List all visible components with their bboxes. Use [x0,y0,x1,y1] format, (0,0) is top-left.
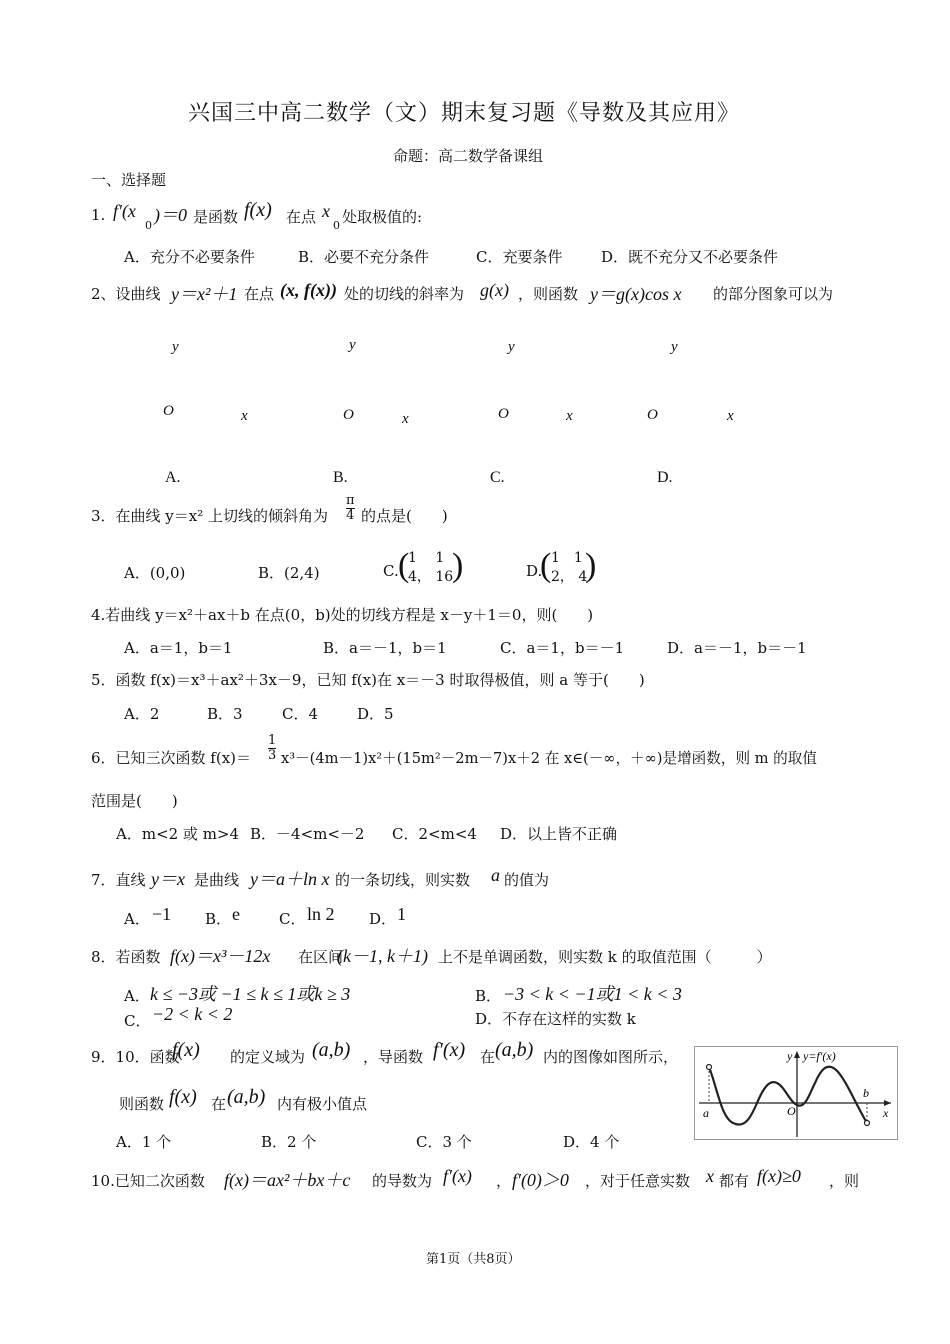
q2-text3: 处的切线的斜率为 [344,285,465,303]
q1-derivative: f′(x [113,201,136,221]
q2-function: y＝g(x)cos x [590,284,682,304]
q7-option-b: e [232,904,240,924]
graph-y-label: y [787,1049,793,1063]
q2-text1: 2、设曲线 [91,285,161,303]
graph-curve-label: y=f′(x) [803,1049,836,1063]
q7-curve: y＝a＋ln x [250,869,330,889]
q2-label-c: C. [490,469,505,486]
q3-fraction [346,494,355,523]
graph-end-point [865,1121,870,1126]
q3-c-bot: 4， 16 [408,569,454,585]
q10-text2: 的导数为 [372,1172,433,1190]
q10-text4: ，对于任意实数 [585,1172,691,1190]
q1-zero: )＝0 [154,205,187,225]
q4-option-b: B．a＝－1，b＝1 [323,639,447,657]
q8-option-a-letter: A． [124,987,150,1005]
q9-text4: 在 [480,1048,496,1066]
q10-function: f(x)＝ax²＋bx＋c [224,1170,351,1190]
q2-graph-b-y: y [349,337,356,353]
q2-graph-a-o: O [163,403,174,419]
q8-interval: (k－1, k＋1) [337,946,428,966]
q9-option-c: C．3 个 [416,1133,472,1151]
q2-graph-b-x: x [402,411,409,427]
q8-option-b: −3 < k < −1或1 < k < 3 [503,984,682,1004]
q2-graph-d-y: y [671,339,678,355]
q10-text1: 10.已知二次函数 [91,1172,205,1190]
q3-d-paren-l: ( [540,547,552,584]
graph-x-label: x [883,1106,889,1120]
q1-option-b: B．必要不充分条件 [298,248,430,266]
q2-curve: y＝x²＋1 [171,284,238,304]
q8-text2: 在区间 [298,948,344,966]
q9-option-d: D．4 个 [563,1133,620,1151]
q9-interval3: (a,b) [227,1086,266,1108]
q9-option-a: A．1 个 [116,1133,172,1151]
derivative-graph [694,1046,898,1140]
q4-text: 4.若曲线 y＝x²＋ax＋b 在点(0，b)处的切线方程是 x－y＋1＝0，则( ) [91,606,594,624]
q3-c-top: 1 1 [408,550,445,566]
q8-option-a: k ≤ −3或 −1 ≤ k ≤ 1或k ≥ 3 [150,984,351,1004]
q2-label-b: B. [333,469,348,486]
q4-option-c: C．a＝1，b＝－1 [500,639,625,657]
q7-text3: 的一条切线，则实数 [335,871,471,889]
q3-option-c [408,549,453,587]
q9-fx: f(x) [172,1039,200,1061]
q6-text1: 6．已知三次函数 f(x)＝ [91,749,252,767]
graph-o-label: O [787,1104,796,1118]
q9-interval: (a,b) [312,1039,351,1061]
q6-option-b: B．－4<m<－2 [250,825,365,843]
q9-text7: 在 [211,1095,227,1113]
q6-text3: 范围是( ) [91,792,178,810]
q1-x: x [322,201,330,221]
q7-option-c: ln 2 [307,904,335,924]
q10-derivative: f′(x) [443,1166,472,1186]
q6-option-d: D．以上皆不正确 [500,825,618,843]
q7-text4: 的值为 [504,871,550,889]
q5-option-c: C．4 [282,705,319,723]
q3-option-a: A．(0,0) [124,564,186,582]
q1-number: 1. [91,206,106,224]
q7-line: y＝x [151,869,185,889]
q6-option-a: A．m<2 或 m>4 [116,825,240,843]
q9-derivative: f′(x) [433,1039,466,1061]
q8-text3: 上不是单调函数，则实数 k 的取值范围（ ） [438,948,772,966]
q7-option-d-letter: D． [369,910,397,928]
q1-option-d: D．既不充分又不必要条件 [601,248,779,266]
q2-label-a: A. [165,469,181,486]
q9-text1: 9．10．函数 [91,1048,180,1066]
q10-x: x [706,1166,714,1186]
q7-text2: 是曲线 [194,871,240,889]
q8-option-c: −2 < k < 2 [152,1004,233,1024]
q1-option-c: C．充要条件 [476,248,563,266]
q9-option-b: B．2 个 [261,1133,317,1151]
q7-text1: 7．直线 [91,871,146,889]
graph-b-label: b [863,1086,869,1100]
page-footer: 第1页（共8页） [426,1252,521,1267]
q2-graph-d-x: x [727,408,734,424]
section-heading: 一、选择题 [91,171,167,189]
q8-option-b-letter: B． [475,987,502,1005]
q1-text3: 处取极值的: [342,208,423,226]
q3-d-bot: 2， 4 [551,569,588,585]
q1-text2: 在点 [286,208,317,226]
graph-a-label: a [703,1106,709,1120]
q5-option-d: D．5 [357,705,394,723]
q9-interval2: (a,b) [495,1039,534,1061]
q10-condition: f′(0)＞0 [512,1170,569,1190]
q4-option-a: A．a＝1，b＝1 [124,639,233,657]
q10-text6: ，则 [829,1172,860,1190]
q2-label-d: D. [657,469,673,486]
derivative-graph-svg [695,1047,897,1139]
q8-function: f(x)＝x³－12x [170,946,271,966]
q3-option-c-letter: C. [383,562,399,580]
q4-option-d: D．a＝－1，b＝－1 [667,639,807,657]
q1-subscript: 0 [145,219,152,232]
q7-option-d: 1 [397,904,406,924]
q3-option-d-letter: D. [526,562,543,580]
q2-text5: 的部分图象可以为 [713,285,834,303]
q6-option-c: C．2<m<4 [392,825,477,843]
q3-option-b: B．(2,4) [258,564,320,582]
q9-text6: 则函数 [119,1095,165,1113]
q3-frac-den: 4 [346,508,355,523]
q8-option-d: D．不存在这样的实数 k [475,1010,636,1028]
q9-text2: 的定义域为 [230,1048,306,1066]
q9-text8: 内有极小值点 [277,1095,368,1113]
q10-text3: ， [496,1172,512,1190]
q2-graph-a-y: y [172,339,179,355]
q1-fx: f(x) [244,199,272,221]
graph-start-point [707,1065,712,1070]
q5-option-b: B．3 [207,705,243,723]
q7-option-c-letter: C． [279,910,306,928]
q7-option-a-letter: A． [124,910,150,928]
q3-c-paren-l: ( [398,547,410,584]
q3-d-paren-r: ) [585,547,597,584]
q7-option-b-letter: B． [205,910,232,928]
q5-text: 5．函数 f(x)＝x³＋ax²＋3x－9，已知 f(x)在 x＝－3 时取得极值，则 a 等于( ) [91,671,645,689]
q2-text2: 在点 [244,285,275,303]
q9-fx2: f(x) [169,1086,197,1108]
q9-text3: ，导函数 [363,1048,424,1066]
q2-graph-b-o: O [343,407,354,423]
q8-option-c-letter: C． [124,1012,151,1030]
q3-option-d [551,549,587,587]
q5-option-a: A．2 [124,705,160,723]
q2-graph-c-x: x [566,408,573,424]
q1-text1: 是函数 [193,208,239,226]
q6-frac-den: 3 [268,748,277,763]
q10-text5: 都有 [719,1172,750,1190]
q9-text5: 内的图像如图所示， [543,1048,679,1066]
q7-option-a: −1 [152,904,172,924]
q2-graph-c-y: y [508,339,515,355]
q6-text2: x³－(4m－1)x²＋(15m²－2m－7)x＋2 在 x∈(－∞，＋∞)是增函数，则 m 的取值 [281,750,817,767]
q1-subscript2: 0 [333,219,340,232]
q2-graph-c-o: O [498,406,509,422]
page-title: 兴国三中高二数学（文）期末复习题《导数及其应用》 [188,101,741,126]
q1-option-a: A．充分不必要条件 [124,248,255,266]
q3-text-end: 的点是( ) [361,507,448,525]
q3-d-top: 1 1 [551,550,583,566]
q10-inequality: f(x)≥0 [757,1166,801,1186]
q2-gx: g(x) [480,280,509,300]
q2-graph-a-x: x [241,408,248,424]
q3-frac-num: π [346,493,355,508]
q6-frac-num: 1 [268,733,277,748]
q8-text1: 8．若函数 [91,948,161,966]
q6-fraction [268,734,276,763]
author-line: 命题：高二数学备课组 [393,147,544,165]
q3-text: 3．在曲线 y＝x² 上切线的倾斜角为 [91,507,329,525]
q2-graph-d-o: O [647,407,658,423]
q2-point: (x, f(x)) [280,280,337,300]
q2-text4: ，则函数 [518,285,579,303]
q3-c-paren-r: ) [452,547,464,584]
q7-a: a [491,865,500,885]
graph-y-arrow [794,1051,800,1058]
